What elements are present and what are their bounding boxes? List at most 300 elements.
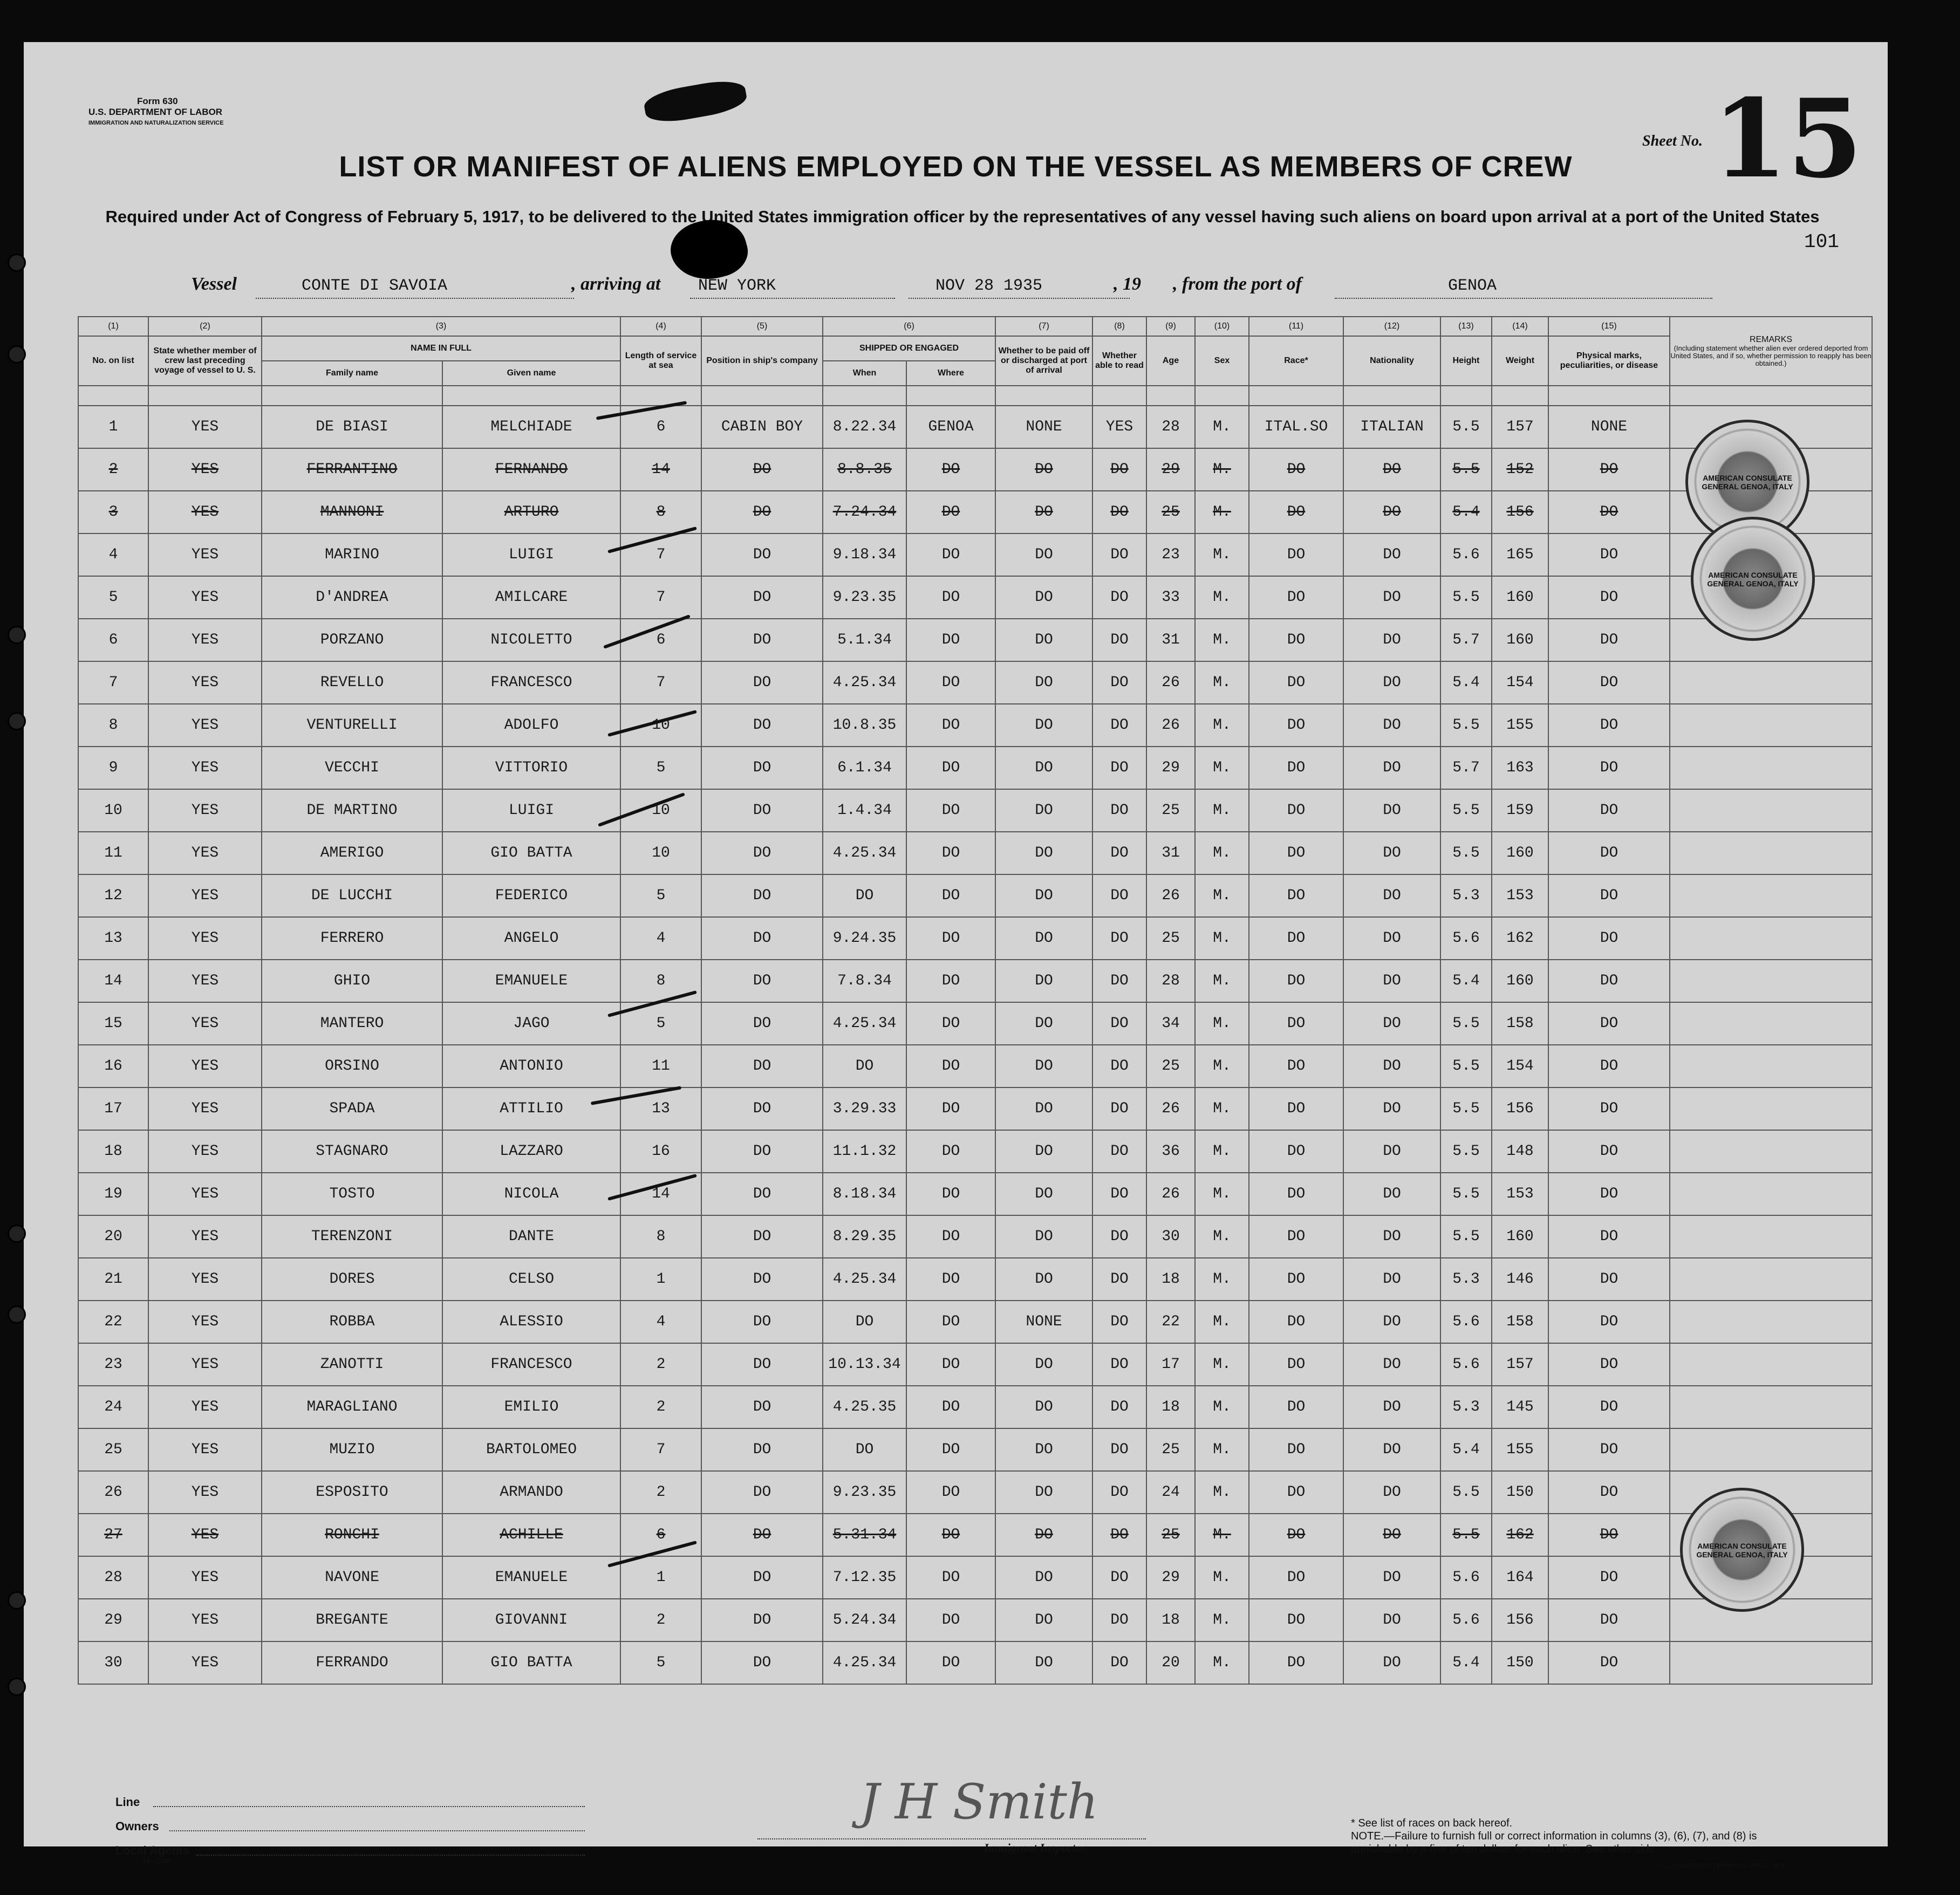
nationality: DO [1343, 661, 1440, 704]
colnum: (1) [78, 317, 148, 336]
col-weight: Weight [1492, 336, 1548, 386]
sex: M. [1195, 1386, 1249, 1428]
table-row [78, 704, 1872, 747]
height: 5.4 [1440, 960, 1492, 1002]
from-label: , from the port of [1173, 274, 1302, 294]
table-row [78, 1301, 1872, 1343]
crew-status: YES [148, 1002, 262, 1045]
sex: M. [1195, 832, 1249, 874]
nationality: DO [1343, 960, 1440, 1002]
given-name: ATTILIO [442, 1087, 620, 1130]
given-name: FRANCESCO [442, 661, 620, 704]
row-number: 19 [78, 1173, 148, 1215]
col-shipped: SHIPPED OR ENGAGED [823, 336, 995, 361]
nationality: DO [1343, 1641, 1440, 1684]
shipped-when: 8.18.34 [823, 1173, 906, 1215]
position: DO [701, 1514, 823, 1556]
shipped-when: 5.1.34 [823, 619, 906, 661]
physical-marks: DO [1548, 1173, 1670, 1215]
race: DO [1249, 661, 1343, 704]
able-to-read: DO [1092, 1599, 1146, 1641]
service-length: 1 [620, 1258, 701, 1301]
remarks [1670, 789, 1872, 832]
age: 36 [1146, 1130, 1195, 1173]
physical-marks: DO [1548, 1215, 1670, 1258]
race: DO [1249, 1173, 1343, 1215]
service-length: 10 [620, 704, 701, 747]
sex: M. [1195, 747, 1249, 789]
age: 17 [1146, 1343, 1195, 1386]
paid-off: DO [995, 1130, 1092, 1173]
colnum: (11) [1249, 317, 1343, 336]
crew-table [78, 316, 1873, 1685]
row-number: 24 [78, 1386, 148, 1428]
shipped-when: 1.4.34 [823, 789, 906, 832]
family-name: SPADA [262, 1087, 442, 1130]
paid-off: DO [995, 1641, 1092, 1684]
shipped-where: DO [906, 1599, 995, 1641]
weight: 162 [1492, 1514, 1548, 1556]
able-to-read: DO [1092, 1215, 1146, 1258]
crew-status: YES [148, 1130, 262, 1173]
shipped-when: DO [823, 1045, 906, 1087]
consulate-seal [1680, 1488, 1804, 1612]
age: 25 [1146, 917, 1195, 960]
arriving-label: , arriving at [571, 274, 661, 294]
table-row [78, 448, 1872, 491]
service-length: 8 [620, 960, 701, 1002]
paid-off: DO [995, 1556, 1092, 1599]
height: 5.7 [1440, 619, 1492, 661]
nationality: DO [1343, 533, 1440, 576]
service-length: 6 [620, 1514, 701, 1556]
subtitle: Required under Act of Congress of February 5, 1917, to be delivered to the United States immigration officer by the representatives of any vessel having such aliens on board upon arrival at a port of the United States [105, 207, 1820, 226]
height: 5.4 [1440, 1641, 1492, 1684]
col-crew: State whether member of crew last preceding voyage of vessel to U. S. [148, 336, 262, 386]
shipped-where: DO [906, 1514, 995, 1556]
shipped-where: DO [906, 491, 995, 533]
shipped-where: DO [906, 1087, 995, 1130]
shipped-when: 8.22.34 [823, 406, 906, 448]
agents-label: Local Agents [115, 1844, 190, 1857]
height: 5.5 [1440, 448, 1492, 491]
row-number: 29 [78, 1599, 148, 1641]
weight: 158 [1492, 1301, 1548, 1343]
family-name: PORZANO [262, 619, 442, 661]
nationality: DO [1343, 874, 1440, 917]
remarks [1670, 1428, 1872, 1471]
physical-marks: DO [1548, 1045, 1670, 1087]
table-row [78, 960, 1872, 1002]
weight: 163 [1492, 747, 1548, 789]
sex: M. [1195, 406, 1249, 448]
weight: 157 [1492, 406, 1548, 448]
able-to-read: DO [1092, 832, 1146, 874]
consulate-seal [1691, 517, 1815, 641]
binder-hole [8, 1305, 26, 1324]
physical-marks: DO [1548, 747, 1670, 789]
paid-off: DO [995, 1002, 1092, 1045]
physical-marks: DO [1548, 1471, 1670, 1514]
row-number: 3 [78, 491, 148, 533]
position: DO [701, 789, 823, 832]
given-name: BARTOLOMEO [442, 1428, 620, 1471]
paid-off: DO [995, 789, 1092, 832]
service-length: 7 [620, 661, 701, 704]
shipped-when: DO [823, 1301, 906, 1343]
remarks [1670, 917, 1872, 960]
shipped-when: 9.18.34 [823, 533, 906, 576]
able-to-read: DO [1092, 874, 1146, 917]
row-number: 13 [78, 917, 148, 960]
sheet-number: 15 [1712, 76, 1863, 202]
sex: M. [1195, 1514, 1249, 1556]
given-name: GIOVANNI [442, 1599, 620, 1641]
weight: 160 [1492, 960, 1548, 1002]
row-number: 23 [78, 1343, 148, 1386]
spacer-row [78, 386, 1872, 406]
sex: M. [1195, 1343, 1249, 1386]
remarks [1670, 1215, 1872, 1258]
crew-status: YES [148, 832, 262, 874]
col-family-name: Family name [262, 361, 442, 386]
physical-marks: DO [1548, 1428, 1670, 1471]
department: U.S. DEPARTMENT OF LABOR [88, 107, 223, 117]
nationality: DO [1343, 576, 1440, 619]
shipped-when: 4.25.34 [823, 1258, 906, 1301]
shipped-when: 6.1.34 [823, 747, 906, 789]
table-row [78, 1258, 1872, 1301]
shipped-when: 7.24.34 [823, 491, 906, 533]
nationality: DO [1343, 1343, 1440, 1386]
weight: 153 [1492, 1173, 1548, 1215]
service-length: 6 [620, 406, 701, 448]
service-length: 1 [620, 1556, 701, 1599]
remarks [1670, 1301, 1872, 1343]
age: 29 [1146, 448, 1195, 491]
weight: 156 [1492, 1087, 1548, 1130]
page-title: LIST OR MANIFEST OF ALIENS EMPLOYED ON THE VESSEL AS MEMBERS OF CREW [339, 150, 1573, 183]
family-name: MARINO [262, 533, 442, 576]
nationality: DO [1343, 1215, 1440, 1258]
paid-off: DO [995, 576, 1092, 619]
colnum: (13) [1440, 317, 1492, 336]
height: 5.5 [1440, 1173, 1492, 1215]
race: DO [1249, 960, 1343, 1002]
paid-off: NONE [995, 406, 1092, 448]
shipped-where: DO [906, 1471, 995, 1514]
position: DO [701, 747, 823, 789]
table-row [78, 1471, 1872, 1514]
height: 5.6 [1440, 1599, 1492, 1641]
service-length: 7 [620, 1428, 701, 1471]
row-number: 30 [78, 1641, 148, 1684]
age: 31 [1146, 619, 1195, 661]
family-name: GHIO [262, 960, 442, 1002]
table-row [78, 661, 1872, 704]
crew-status: YES [148, 1343, 262, 1386]
race: DO [1249, 576, 1343, 619]
height: 5.5 [1440, 576, 1492, 619]
table-row [78, 874, 1872, 917]
weight: 159 [1492, 789, 1548, 832]
service-length: 14 [620, 1173, 701, 1215]
nationality: DO [1343, 917, 1440, 960]
able-to-read: DO [1092, 704, 1146, 747]
crew-status: YES [148, 789, 262, 832]
able-to-read: DO [1092, 533, 1146, 576]
position: DO [701, 1301, 823, 1343]
shipped-when: 5.31.34 [823, 1514, 906, 1556]
service-length: 14 [620, 448, 701, 491]
col-nationality: Nationality [1343, 336, 1440, 386]
weight: 156 [1492, 491, 1548, 533]
row-number: 4 [78, 533, 148, 576]
able-to-read: DO [1092, 1514, 1146, 1556]
colnum: (10) [1195, 317, 1249, 336]
nationality: DO [1343, 1002, 1440, 1045]
sex: M. [1195, 448, 1249, 491]
row-number: 12 [78, 874, 148, 917]
table-row [78, 406, 1872, 448]
family-name: MANNONI [262, 491, 442, 533]
able-to-read: DO [1092, 1386, 1146, 1428]
nationality: DO [1343, 832, 1440, 874]
crew-status: YES [148, 1428, 262, 1471]
position: DO [701, 1386, 823, 1428]
position: DO [701, 1087, 823, 1130]
age: 25 [1146, 1428, 1195, 1471]
sex: M. [1195, 1215, 1249, 1258]
family-name: VECCHI [262, 747, 442, 789]
nationality: DO [1343, 704, 1440, 747]
physical-marks: DO [1548, 1130, 1670, 1173]
shipped-when: 4.25.35 [823, 1386, 906, 1428]
binder-hole [8, 626, 26, 644]
sex: M. [1195, 1428, 1249, 1471]
able-to-read: DO [1092, 1641, 1146, 1684]
family-name: ESPOSITO [262, 1471, 442, 1514]
family-name: REVELLO [262, 661, 442, 704]
height: 5.5 [1440, 1130, 1492, 1173]
physical-marks: DO [1548, 491, 1670, 533]
sex: M. [1195, 1556, 1249, 1599]
col-paid: Whether to be paid off or discharged at port of arrival [995, 336, 1092, 386]
height: 5.5 [1440, 1215, 1492, 1258]
table-row [78, 1045, 1872, 1087]
given-name: LUIGI [442, 533, 620, 576]
height: 5.6 [1440, 1556, 1492, 1599]
nationality: DO [1343, 619, 1440, 661]
shipped-where: DO [906, 576, 995, 619]
service-length: 5 [620, 1641, 701, 1684]
service-length: 4 [620, 917, 701, 960]
race: DO [1249, 1471, 1343, 1514]
physical-marks: DO [1548, 448, 1670, 491]
shipped-where: DO [906, 1130, 995, 1173]
form-header [88, 96, 224, 128]
sex: M. [1195, 1002, 1249, 1045]
sex: M. [1195, 1301, 1249, 1343]
remarks [1670, 1002, 1872, 1045]
family-name: ROBBA [262, 1301, 442, 1343]
form-code: 14—1240 [142, 1857, 171, 1865]
age: 25 [1146, 491, 1195, 533]
service-length: 10 [620, 832, 701, 874]
crew-status: YES [148, 1045, 262, 1087]
paid-off: DO [995, 1428, 1092, 1471]
sex: M. [1195, 533, 1249, 576]
able-to-read: DO [1092, 1087, 1146, 1130]
physical-marks: DO [1548, 832, 1670, 874]
footer [78, 1774, 1874, 1869]
footnotes [1351, 1817, 1772, 1856]
physical-marks: DO [1548, 619, 1670, 661]
given-name: LAZZARO [442, 1130, 620, 1173]
paid-off: DO [995, 1258, 1092, 1301]
able-to-read: DO [1092, 917, 1146, 960]
paid-off: DO [995, 917, 1092, 960]
height: 5.5 [1440, 1045, 1492, 1087]
position: DO [701, 832, 823, 874]
year-label: , 19 [1114, 274, 1141, 294]
paid-off: NONE [995, 1301, 1092, 1343]
colnum: (8) [1092, 317, 1146, 336]
given-name: NICOLETTO [442, 619, 620, 661]
weight: 152 [1492, 448, 1548, 491]
sex: M. [1195, 491, 1249, 533]
given-name: GIO BATTA [442, 832, 620, 874]
crew-status: YES [148, 1641, 262, 1684]
shipped-when: 7.12.35 [823, 1556, 906, 1599]
position: DO [701, 448, 823, 491]
inspector-signature: J H Smith [860, 1774, 1098, 1830]
position: DO [701, 1215, 823, 1258]
row-number: 25 [78, 1428, 148, 1471]
weight: 145 [1492, 1386, 1548, 1428]
age: 26 [1146, 704, 1195, 747]
race: DO [1249, 789, 1343, 832]
able-to-read: DO [1092, 1173, 1146, 1215]
given-name: GIO BATTA [442, 1641, 620, 1684]
age: 25 [1146, 1045, 1195, 1087]
weight: 156 [1492, 1599, 1548, 1641]
family-name: BREGANTE [262, 1599, 442, 1641]
shipped-where: GENOA [906, 406, 995, 448]
paid-off: DO [995, 448, 1092, 491]
height: 5.4 [1440, 1428, 1492, 1471]
table-row [78, 1514, 1872, 1556]
nationality: DO [1343, 1386, 1440, 1428]
height: 5.5 [1440, 1514, 1492, 1556]
physical-marks: DO [1548, 661, 1670, 704]
nationality: DO [1343, 1045, 1440, 1087]
sex: M. [1195, 619, 1249, 661]
row-number: 1 [78, 406, 148, 448]
position: DO [701, 917, 823, 960]
weight: 150 [1492, 1641, 1548, 1684]
shipped-when: 11.1.32 [823, 1130, 906, 1173]
race: DO [1249, 1045, 1343, 1087]
row-number: 7 [78, 661, 148, 704]
manifest-sheet [24, 42, 1888, 1869]
family-name: FERRANTINO [262, 448, 442, 491]
shipped-where: DO [906, 874, 995, 917]
weight: 146 [1492, 1258, 1548, 1301]
age: 18 [1146, 1258, 1195, 1301]
service-length: 7 [620, 533, 701, 576]
shipped-when: 4.25.34 [823, 661, 906, 704]
weight: 164 [1492, 1556, 1548, 1599]
crew-status: YES [148, 619, 262, 661]
race: ITAL.SO [1249, 406, 1343, 448]
race: DO [1249, 1343, 1343, 1386]
table-row [78, 1386, 1872, 1428]
col-age: Age [1146, 336, 1195, 386]
height: 5.5 [1440, 406, 1492, 448]
sex: M. [1195, 661, 1249, 704]
able-to-read: YES [1092, 406, 1146, 448]
height: 5.6 [1440, 1301, 1492, 1343]
able-to-read: DO [1092, 1130, 1146, 1173]
service-length: 5 [620, 747, 701, 789]
position: DO [701, 1556, 823, 1599]
race: DO [1249, 1215, 1343, 1258]
race: DO [1249, 1002, 1343, 1045]
able-to-read: DO [1092, 1002, 1146, 1045]
able-to-read: DO [1092, 1471, 1146, 1514]
service-length: 5 [620, 874, 701, 917]
race: DO [1249, 1641, 1343, 1684]
age: 28 [1146, 406, 1195, 448]
stamp-number: 101 [1804, 231, 1839, 253]
shipped-where: DO [906, 619, 995, 661]
shipped-when: DO [823, 874, 906, 917]
shipped-where: DO [906, 661, 995, 704]
paid-off: DO [995, 747, 1092, 789]
colnum: (5) [701, 317, 823, 336]
binder-hole [8, 1224, 26, 1243]
sex: M. [1195, 576, 1249, 619]
family-name: NAVONE [262, 1556, 442, 1599]
family-name: STAGNARO [262, 1130, 442, 1173]
family-name: VENTURELLI [262, 704, 442, 747]
remarks-header [1670, 317, 1872, 386]
age: 34 [1146, 1002, 1195, 1045]
remarks [1670, 1258, 1872, 1301]
physical-marks: DO [1548, 1301, 1670, 1343]
able-to-read: DO [1092, 960, 1146, 1002]
given-name: FERNANDO [442, 448, 620, 491]
weight: 150 [1492, 1471, 1548, 1514]
physical-marks: DO [1548, 1087, 1670, 1130]
row-number: 22 [78, 1301, 148, 1343]
family-name: TERENZONI [262, 1215, 442, 1258]
crew-status: YES [148, 1173, 262, 1215]
position: DO [701, 1045, 823, 1087]
family-name: DE BIASI [262, 406, 442, 448]
paid-off: DO [995, 960, 1092, 1002]
age: 25 [1146, 789, 1195, 832]
sex: M. [1195, 960, 1249, 1002]
table-row [78, 1002, 1872, 1045]
arrival-date: NOV 28 1935 [935, 277, 1043, 295]
position: CABIN BOY [701, 406, 823, 448]
row-number: 28 [78, 1556, 148, 1599]
family-name: RONCHI [262, 1514, 442, 1556]
remarks [1670, 661, 1872, 704]
weight: 148 [1492, 1130, 1548, 1173]
